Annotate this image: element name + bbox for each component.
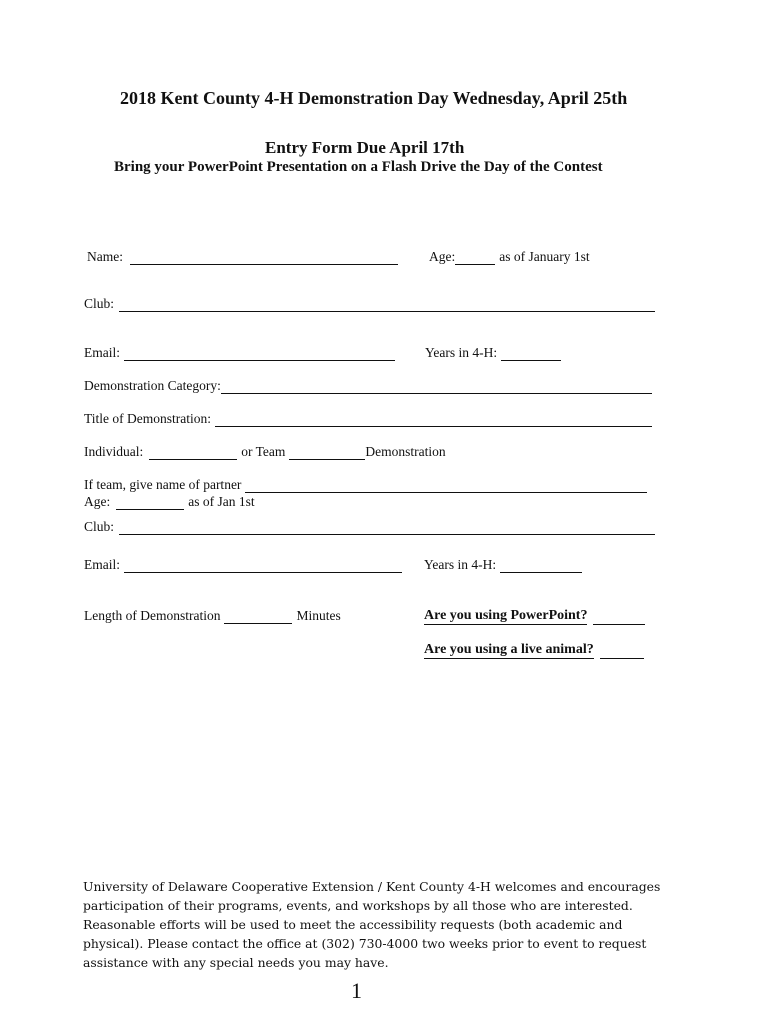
powerpoint-answer-field[interactable] — [593, 612, 645, 625]
partner-age-suffix: as of Jan 1st — [188, 494, 255, 509]
minutes-label: Minutes — [296, 608, 341, 623]
years-label: Years in 4-H: — [425, 345, 498, 360]
name-field[interactable] — [130, 252, 398, 265]
age-field[interactable] — [455, 252, 495, 265]
email-label: Email: — [84, 345, 120, 360]
length-field[interactable] — [224, 611, 292, 624]
email-row — [84, 345, 395, 361]
powerpoint-question-row — [424, 608, 645, 625]
age-suffix: as of January 1st — [499, 249, 590, 264]
category-row — [84, 378, 652, 394]
partner-years-label: Years in 4-H: — [424, 557, 497, 572]
individual-label: Individual: — [84, 444, 144, 459]
category-field[interactable] — [221, 381, 652, 394]
page-title: 2018 Kent County 4-H Demonstration Day Wednesday, April 25th — [120, 88, 628, 108]
instruction-text: Bring your PowerPoint Presentation on a Flash Drive the Day of the Contest — [114, 159, 603, 175]
team-label: or Team — [241, 444, 286, 459]
age-row — [429, 249, 590, 265]
years-row — [425, 345, 561, 361]
years-field[interactable] — [501, 348, 561, 361]
animal-question-row — [424, 642, 644, 659]
age-label: Age: — [429, 249, 456, 264]
partner-row — [84, 477, 647, 493]
partner-club-field[interactable] — [119, 522, 655, 535]
partner-years-row — [424, 557, 582, 573]
title-of-demonstration-label: Title of Demonstration: — [84, 411, 211, 426]
powerpoint-question: Are you using PowerPoint? — [424, 608, 588, 623]
category-label: Demonstration Category: — [84, 378, 221, 393]
name-row — [87, 249, 398, 265]
partner-club-row — [84, 519, 655, 535]
partner-email-row — [84, 557, 402, 573]
partner-age-row — [84, 494, 255, 510]
length-row — [84, 608, 341, 624]
partner-email-label: Email: — [84, 557, 120, 572]
club-field[interactable] — [119, 299, 655, 312]
animal-answer-field[interactable] — [600, 646, 644, 659]
title-field[interactable] — [215, 414, 652, 427]
length-label: Length of Demonstration — [84, 608, 221, 623]
due-date-heading: Entry Form Due April 17th — [265, 138, 465, 157]
club-row — [84, 296, 655, 312]
partner-club-label: Club: — [84, 519, 115, 534]
partner-label: If team, give name of partner — [84, 477, 242, 492]
partner-age-field[interactable] — [116, 497, 184, 510]
email-field[interactable] — [124, 348, 395, 361]
page-number: 1 — [351, 978, 362, 1003]
name-label: Name: — [87, 249, 123, 264]
individual-team-row — [84, 444, 446, 460]
partner-age-label: Age: — [84, 494, 111, 509]
partner-years-field[interactable] — [500, 560, 582, 573]
title-row — [84, 411, 652, 427]
partner-name-field[interactable] — [245, 480, 647, 493]
individual-field[interactable] — [149, 447, 237, 460]
accessibility-statement: University of Delaware Cooperative Extension / Kent County 4-H welcomes and encourages participation of their programs, events, and workshops by all those who are interested. Reasonable efforts will be used to meet the accessibility requests (both academic and physical). Please contact the office at (302) 730-4000 two weeks prior to event to request assistance with any special needs you may have. — [83, 879, 661, 970]
animal-question: Are you using a live animal? — [424, 642, 594, 657]
partner-email-field[interactable] — [124, 560, 402, 573]
club-label: Club: — [84, 296, 115, 311]
demonstration-label: Demonstration — [365, 444, 446, 459]
team-field[interactable] — [289, 447, 365, 460]
